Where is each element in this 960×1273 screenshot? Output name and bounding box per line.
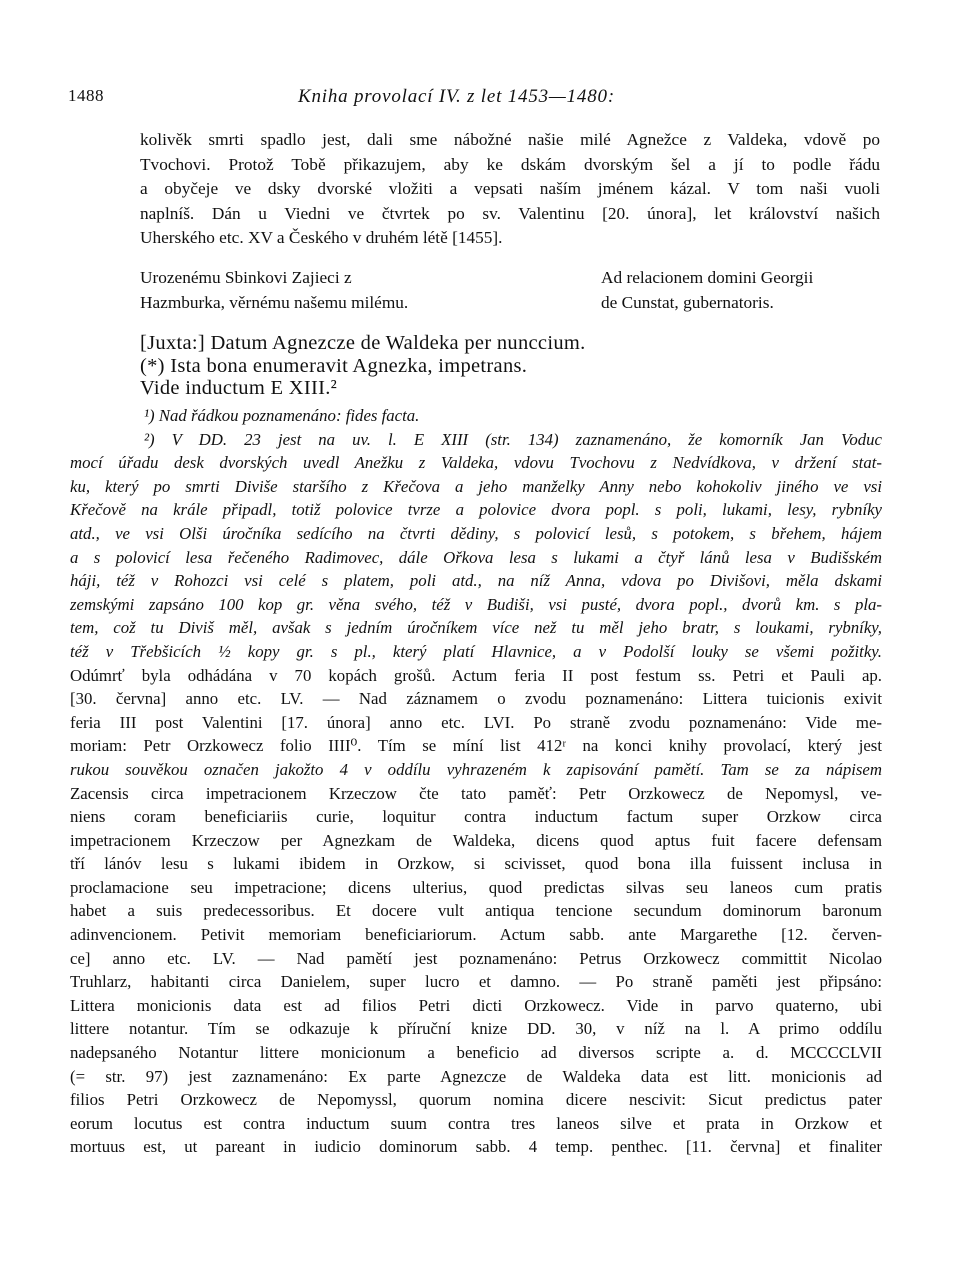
address-line: Urozenému Sbinkovi Zajieci z — [140, 268, 352, 287]
footnote-line: niens coram beneficiariis curie, loquitur contra inductum factum super Orzkow circa — [70, 807, 882, 827]
page-number: 1488 — [68, 86, 104, 105]
footnote-line: moriam: Petr Orzkowecz folio IIII⁰. Tím se míní list 412ʳ na konci knihy provolací, který jest — [70, 736, 882, 756]
dating-line: Vide inductum E XIII.² — [140, 377, 338, 399]
address-line: Hazmburka, věrnému našemu milému. — [140, 293, 409, 312]
body-line: kolivěk smrti spadlo jest, dali sme nábožné našie milé Agnežce z Valdeka, vdově po — [140, 130, 880, 149]
footnote-line: Zacensis circa impetracionem Krzeczow čte tato paměť: Petr Orzkowecz de Nepomysl, ve- — [70, 783, 882, 803]
dating-block — [140, 332, 840, 400]
footnote-line: a s polovicí lesa řečeného Radimovec, dále Ořkova lesa s lukami a čtyř lánů lesa v Budišském — [70, 547, 882, 567]
footnote-line: mortuus est, ut pareant in iudicio dominorum sabb. 4 temp. penthec. [11. června] et finaliter — [70, 1137, 882, 1157]
footnote-line: zemskými zapsáno 100 kop gr. věna svého, též v Budiši, vsi pusté, dvora popl., dvorů km. s pla- — [70, 594, 882, 614]
footnote-line: atd., ve vsi Olši úročníka sedícího na čtvrti dědiny, s polovicí lesů, s potokem, s břehem, hájem — [70, 523, 882, 543]
footnote-line: též v Třebšicích ½ kopy gr. s pl., který platí Hlavnice, a v Podolší louky se všemi požitky. — [70, 641, 882, 661]
footnote-line: littere notantur. Tím se odkazuje k příruční knize DD. 30, v níž na l. A primo oddílu — [70, 1019, 882, 1039]
footnote-line: tří lánóv lesu s lukami ibidem in Orzkow, si scivisset, quod bona illa fuissent inclusa in — [70, 854, 882, 874]
footnote-line: impetracionem Krzeczow per Agnezkam de Waldeka, dicens quod aptus fuit facere defensam — [70, 830, 882, 850]
footnote-line: nadepsaného Notantur littere monicionum a beneficio ad diversos scripte a. d. MCCCCLVII — [70, 1043, 882, 1063]
footnote-line: rukou souvěkou označen jakožto 4 v oddílu vyhrazeném k zapisování pamětí. Tam se za nápisem — [70, 759, 882, 779]
body-line: Tvochovi. Protož Tobě přikazujem, aby ke dskám dvorským šel a jí to podle řádu — [140, 154, 880, 174]
footnote-line: ¹) Nad řádkou poznamenáno: fides facta. — [144, 406, 420, 425]
body-line: naplníš. Dán u Viedni ve čtvrtek po sv. Valentinu [20. února], let království našich — [140, 203, 880, 223]
footnote-line: ce] anno etc. LV. — Nad pamětí jest poznamenáno: Petrus Orzkowecz committit Nicolao — [70, 948, 882, 968]
footnote-line: ²) V DD. 23 jest na uv. l. E XIII (str. 134) zaznamenáno, že komorník Jan Voduc — [144, 429, 882, 449]
body-line: Uherského etc. XV a Českého v druhém létě [1455]. — [140, 228, 503, 247]
relation-line: de Cunstat, gubernatoris. — [601, 293, 774, 312]
footnote-line: háji, též v Rohozci vsi celé s platem, poli atd., na níž Anna, vdova po Divišovi, měla dskami — [70, 571, 882, 591]
footnote-line: adinvencionem. Petivit memoriam beneficiariorum. Actum sabb. ante Margarethe [12. červen- — [70, 925, 882, 945]
footnote-line: filios Petri Orzkowecz de Nepomyssl, quorum nomina dicere nescivit: Sicut predictus pater — [70, 1090, 882, 1110]
page-header — [68, 86, 892, 110]
footnote-line: tem, což tu Diviš měl, avšak s jedním úročníkem více než tu měl jeho bratr, s loukami, rybníky, — [70, 618, 882, 638]
footnote-line: habet a suis predecessoribus. Et docere vult antiqua tencione secundum dominorum baronum — [70, 901, 882, 921]
footnote-line: Odúmrť byla odhádána v 70 kopách grošů. Actum feria II post festum ss. Petri et Pauli ap. — [70, 665, 882, 685]
footnote-line: [30. června] anno etc. LV. — Nad záznamem o zvodu poznamenáno: Littera tuicionis exivit — [70, 689, 882, 709]
running-title: Kniha provolací IV. z let 1453—1480: — [298, 86, 615, 107]
footnote-line: proclamacione seu impetracione; dicens ulterius, quod predictas silvas seu laneos cum pratis — [70, 877, 882, 897]
relation-note — [601, 265, 813, 315]
footnote-line: ku, který po smrti Diviše staršího z Křečova a jeho manželky Anny nebo kohokoliv jiného ve vsi — [70, 476, 882, 496]
dating-line: (*) Ista bona enumeravit Agnezka, impetrans. — [140, 354, 528, 377]
footnote-line: Littera monicionis data est ad filios Petri dicti Orzkowecz. Vide in parvo quaterno, ubi — [70, 995, 882, 1015]
footnotes — [70, 404, 882, 1159]
footnote-line: mocí úřadu desk dvorských uvedl Anežku z Valdeka, vdovu Tvochovu z Nedvídkova, v držení stat- — [70, 453, 882, 473]
address-recipient — [140, 265, 408, 315]
footnote-line: Truhlarz, habitanti circa Danielem, super lucro et damno. — Po straně paměti jest připsáno: — [70, 972, 882, 992]
footnote-line: feria III post Valentini [17. února] anno etc. LVI. Po straně zvodu poznamenáno: Vide me- — [70, 712, 882, 732]
footnote-line: (= str. 97) jest zaznamenáno: Ex parte Agnezcze de Waldeka data est litt. monicionis ad — [70, 1066, 882, 1086]
footnote-line: eorum locutus est contra inductum suum contra tres laneos silve et prata in Orzkow et — [70, 1113, 882, 1133]
dating-line: [Juxta:] Datum Agnezcze de Waldeka per nunccium. — [140, 332, 586, 354]
body-line: a obyčeje ve dsky dvorské vložiti a vepsati naším jménem kázal. V tom naši vuoli — [140, 179, 880, 198]
letter-body — [140, 128, 880, 251]
relation-line: Ad relacionem domini Georgii — [601, 268, 814, 287]
footnote-line: Křečově na krále připadl, totiž polovice tvrze a polovice dvora popl. s poli, lukami, lesy, rybníky — [70, 500, 882, 520]
